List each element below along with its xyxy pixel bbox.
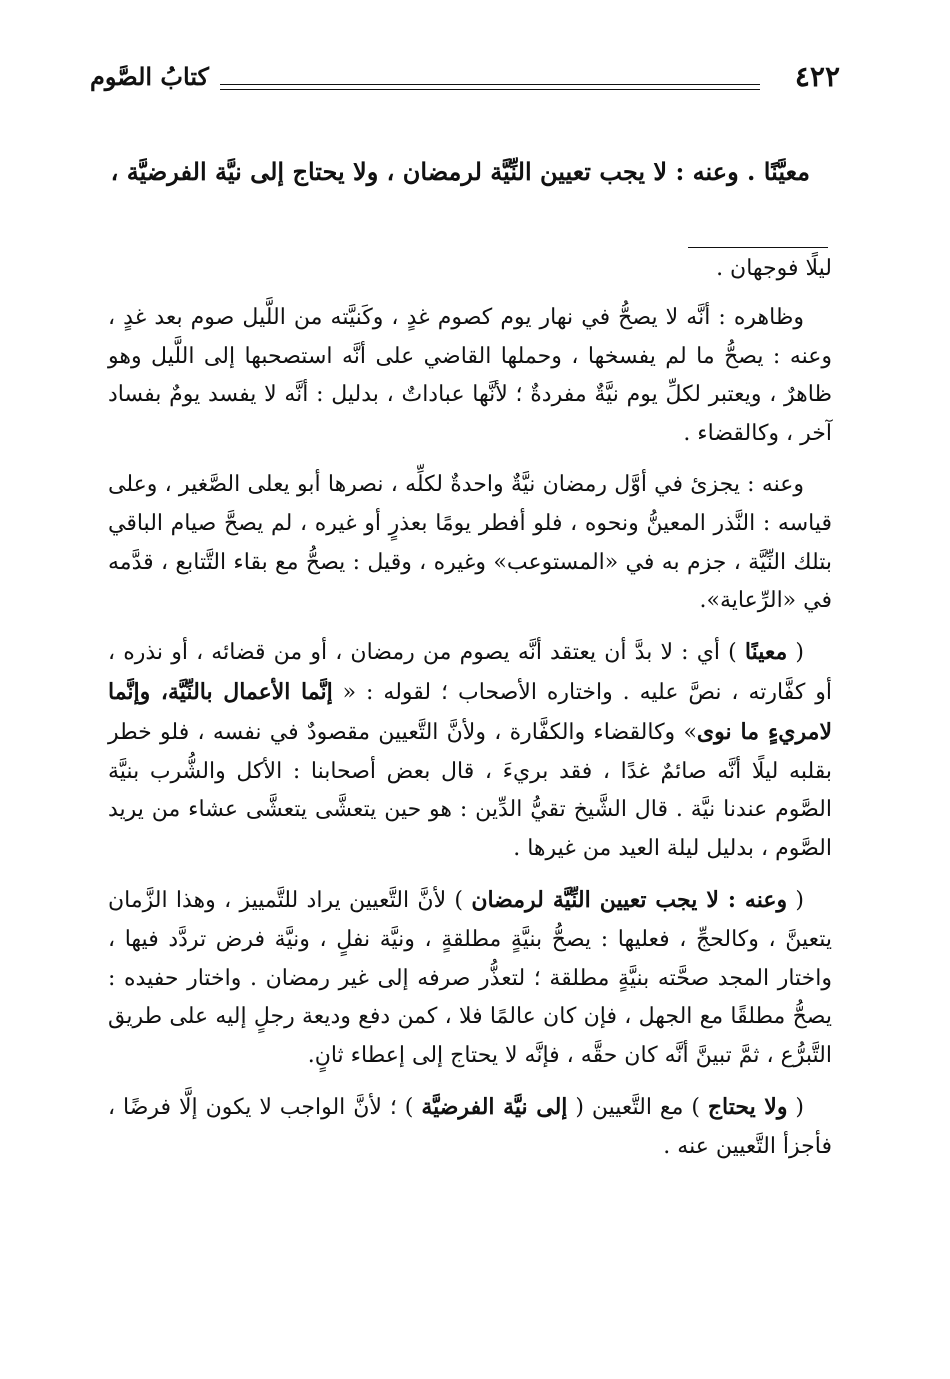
paragraph-6-text-2: ) ؛ لأنَّ الواجب لا يكون إلَّا فرضًا ، فأجزأ التَّعيين عنه . bbox=[108, 1094, 832, 1159]
paragraph-3-text: وعنه : يجزئ في أوَّل رمضان نيَّةٌ واحدةٌ لكلِّه ، نصرها أبو يعلى الصَّغير ، وعلى قياسه : النَّذر المعينُّ ونحوه ، فلو أفطر يومًا بعذرٍ أو غيره ، لم يصحَّ صيام الباقي بتلك النِّيَّة ، جزم به في «المستوعب» وغيره ، وقيل : يصحُّ مع بقاء التَّتابع ، قدَّمه في «الرِّعاية». bbox=[108, 471, 832, 614]
matn-text: معيَّنًا . وعنه : لا يجب تعيين النِّيَّة لرمضان ، ولا يحتاج إلى نيَّة الفرضيَّة ، bbox=[110, 157, 810, 186]
hadith-quote: إنَّما الأعمال بالنِّيَّة، وإنَّما لامريءٍ ما نوى bbox=[108, 678, 832, 745]
page-number: ٤٢٢ bbox=[794, 60, 840, 93]
paragraph-2 bbox=[108, 299, 832, 454]
paragraph-3 bbox=[108, 466, 832, 621]
book-title: كتابُ الصَّوم bbox=[90, 62, 209, 91]
paragraph-6-open: ( bbox=[787, 1094, 804, 1120]
paragraph-5-text-1: ) لأنَّ التَّعيين يراد للتَّمييز ، وهذا الزَّمان يتعينَّ ، وكالحجِّ ، فعليها : يصحُّ بنيَّةٍ مطلقةٍ ، ونيَّة نفلٍ ، ونيَّة فرض تردَّد فيها ، واختار المجد صحَّته بنيَّةٍ مطلقة ؛ لتعذُّر صرفه إلى غير رمضان . واختار حفيده : يصحُّ مطلقًا مع الجهل ، فإن كان عالمًا فلا ، كمن دفع وديعة رجلٍ إليه على طريق التَّبرُّع ، ثمَّ تبينَّ أنَّه كان حقَّه ، فإنَّه لا يحتاج إلى إعطاء ثانٍ. bbox=[108, 887, 832, 1069]
separator-rule bbox=[688, 247, 828, 248]
paragraph-6-text-1: ) مع التَّعيين ( bbox=[567, 1094, 708, 1120]
matn-quote: ولا يحتاج bbox=[707, 1093, 788, 1120]
paragraph-6 bbox=[108, 1088, 832, 1167]
header-rule bbox=[220, 84, 760, 85]
matn-quote: وعنه : لا يجب تعيين النِّيَّة لرمضان bbox=[471, 886, 788, 913]
page-header bbox=[90, 58, 840, 108]
paragraph-4-text-1: ) أي : لا بدَّ أن يعتقد أنَّه يصوم من رمضان ، أو من قضائه ، أو نذره ، أو كفَّارته ، نصَّ عليه . واختاره الأصحاب ؛ لقوله : « bbox=[108, 640, 833, 705]
paragraph-2-text: وظاهره : أنَّه لا يصحُّ في نهار يوم كصوم غدٍ ، وكَنيَّته من اللَّيل صوم بعد غدٍ ، وعنه : يصحُّ ما لم يفسخها ، وحملها القاضي على أنَّه استصحبها إلى اللَّيل وهو ظاهرٌ ، ويعتبر لكلِّ يوم نيَّةٌ مفردةٌ ؛ لأنَّها عباداتٌ ، بدليل : أنَّه لا يفسد يومٌ بفساد آخر ، وكالقضاء . bbox=[108, 304, 832, 447]
paragraph-5-open: ( bbox=[787, 887, 804, 913]
matn-quote: إلى نيَّة الفرضيَّة bbox=[421, 1093, 568, 1120]
paragraph-4-open: ( bbox=[787, 640, 804, 666]
matn-quote: معينًا bbox=[744, 639, 788, 666]
header-rule-second bbox=[220, 89, 760, 90]
paragraph-4 bbox=[108, 633, 832, 869]
paragraph-1-text: ليلًا فوجهان . bbox=[716, 256, 832, 281]
commentary-body bbox=[108, 250, 832, 1179]
paragraph-1 bbox=[108, 250, 832, 289]
paragraph-5 bbox=[108, 881, 832, 1076]
paragraph-4-text-2: » وكالقضاء والكفَّارة ، ولأنَّ التَّعيين مقصودٌ في نفسه ، فلو خطر بقلبه ليلًا أنَّه صائمٌ غدًا ، فقد بريءَ ، قال بعض أصحابنا : الأكل والشُّرب بنيَّة الصَّوم عندنا نيَّة . قال الشَّيخ تقيُّ الدِّين : هو حين يتعشَّى يتعشَّى عشاء من يريد الصَّوم ، بدليل ليلة العيد من غيرها . bbox=[108, 719, 832, 862]
